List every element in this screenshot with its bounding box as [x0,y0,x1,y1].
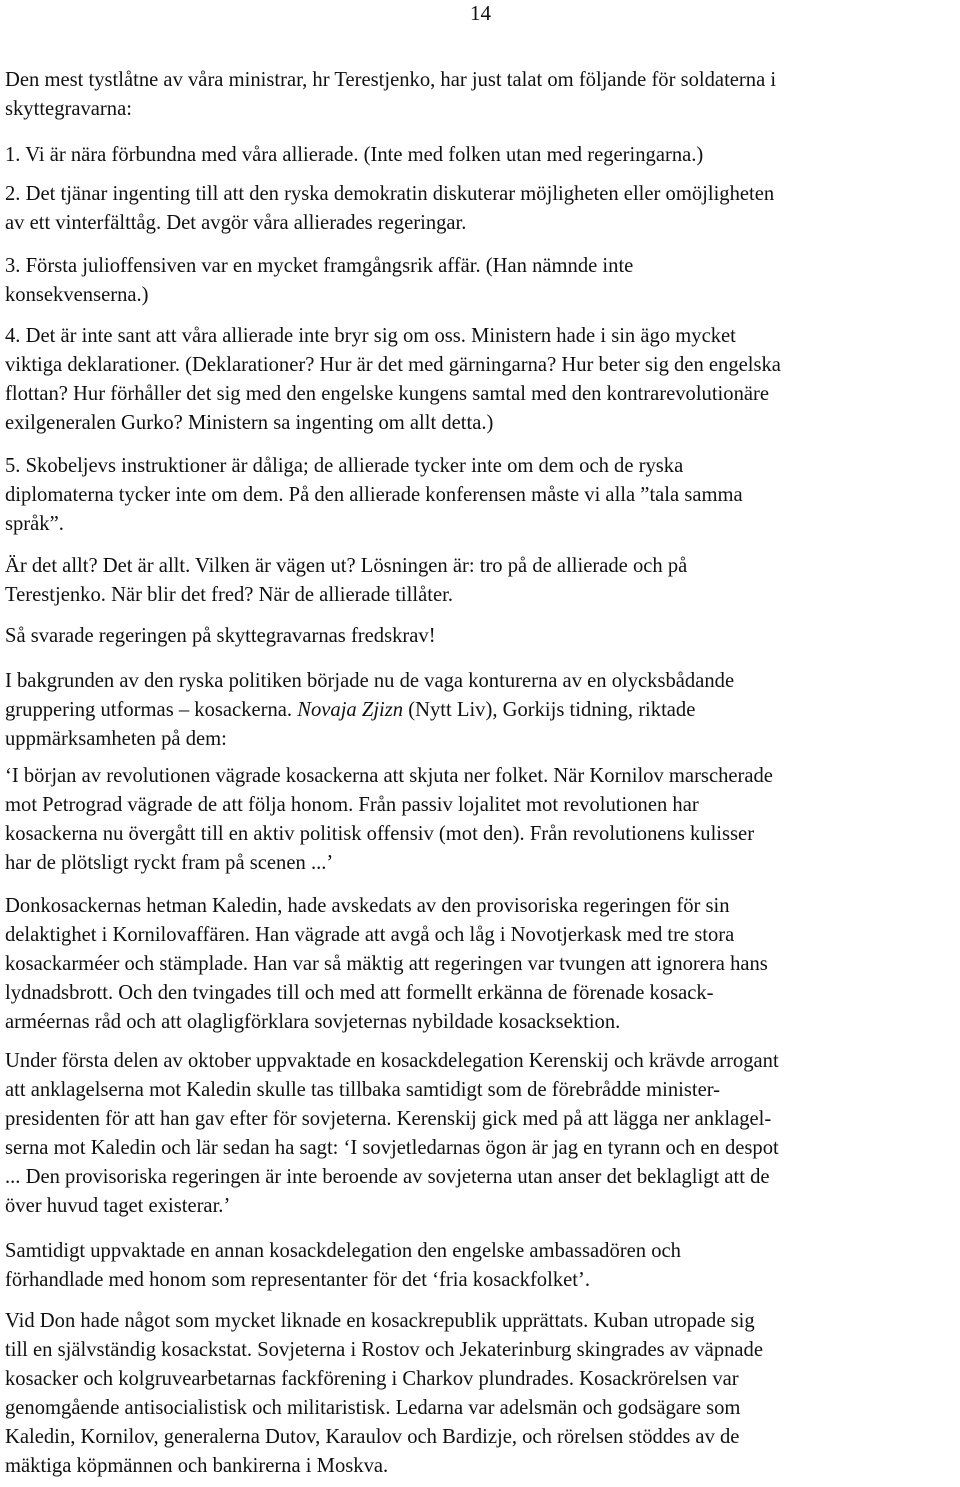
text-line: genomgående antisocialistisk och militaristisk. Ledarna var adelsmän och godsägare som [5,1397,741,1419]
italic-text: Novaja Zjizn [297,699,404,721]
text-line: Är det allt? Det är allt. Vilken är vägen ut? Lösningen är: tro på de allierade och på [5,555,688,577]
text-line: mäktiga köpmännen och bankirerna i Moskva. [5,1455,389,1477]
text-line: exilgeneralen Gurko? Ministern sa ingenting om allt detta.) [5,412,494,434]
paragraph-vid-don [5,1307,957,1481]
text-line: har de plötsligt ryckt fram på scenen ...’ [5,852,334,874]
text-line: Under första delen av oktober uppvaktade en kosackdelegation Kerenskij och krävde arrogant [5,1050,779,1072]
paragraph-under-forsta-delen [5,1047,957,1221]
text-line: ‘I början av revolutionen vägrade kosackerna att skjuta ner folket. När Kornilov marscherade [5,765,773,787]
text-line: till en självständig kosackstat. Sovjeterna i Rostov och Jekaterinburg skingrades av väpnade [5,1339,763,1361]
text-line: presidenten för att han gav efter för sovjeterna. Kerenskij gick med på att lägga ner anklagel- [5,1108,772,1130]
text-line: över huvud taget existerar.’ [5,1195,231,1217]
text-line: 2. Det tjänar ingenting till att den ryska demokratin diskuterar möjligheten eller omöjligheten [5,183,775,205]
text-line: ... Den provisoriska regeringen är inte beroende av sovjeterna utan anser det beklagligt att de [5,1166,770,1188]
text-line: lydnadsbrott. Och den tvingades till och med att formellt erkänna de förenade kosack- [5,982,714,1004]
text-line: 3. Första julioffensiven var en mycket framgångsrik affär. (Han nämnde inte [5,255,634,277]
list-item-4 [5,322,957,438]
text-line: språk”. [5,513,64,535]
list-item-2 [5,180,957,238]
paragraph-samtidigt [5,1237,957,1295]
text-line: att anklagelserna mot Kaledin skulle tas tillbaka samtidigt som de förebrådde minister- [5,1079,721,1101]
text-line: kosackerna nu övergått till en aktiv politisk offensiv (mot den). Från revolutionens kulisser [5,823,755,845]
list-item-1 [5,141,957,170]
text-line: diplomaterna tycker inte om dem. På den allierade konferensen måste vi alla ”tala samma [5,484,743,506]
text-line: uppmärksamheten på dem: [5,728,227,750]
text-line: kosacker och kolgruvearbetarnas fackförening i Charkov plundrades. Kosackrörelsen var [5,1368,739,1390]
text-segment: (Nytt Liv), Gorkijs tidning, riktade [403,699,696,721]
text-line [5,696,957,725]
list-item-5 [5,452,957,539]
text-line: viktiga deklarationer. (Deklarationer? Hur är det med gärningarna? Hur beter sig den engelska [5,354,781,376]
text-line: Så svarade regeringen på skyttegravarnas fredskrav! [5,625,436,647]
text-line: I bakgrunden av den ryska politiken började nu de vaga konturerna av en olycksbådande [5,670,735,692]
text-line: Terestjenko. När blir det fred? När de allierade tillåter. [5,584,453,606]
text-line: Samtidigt uppvaktade en annan kosackdelegation den engelske ambassadören och [5,1240,681,1262]
paragraph-sa-svarade [5,622,957,651]
text-line: serna mot Kaledin och lär sedan ha sagt: ‘I sovjetledarnas ögon är jag en tyrann och en despot [5,1137,779,1159]
text-line: Kaledin, Kornilov, generalerna Dutov, Karaulov och Bardizje, och rörelsen stöddes av de [5,1426,740,1448]
list-item-3 [5,252,957,310]
text-line: 1. Vi är nära förbundna med våra allierade. (Inte med folken utan med regeringarna.) [5,144,704,166]
text-line: konsekvenserna.) [5,284,149,306]
paragraph-intro [5,66,957,124]
text-segment: gruppering utformas – kosackerna. [5,699,298,721]
paragraph-ar-det-allt [5,552,957,610]
paragraph-i-bakgrunden [5,667,957,754]
text-line: skyttegravarna: [5,98,132,120]
text-line: mot Petrograd vägrade de att följa honom. Från passiv lojalitet mot revolutionen har [5,794,699,816]
text-line: Den mest tystlåtne av våra ministrar, hr Terestjenko, har just talat om följande för soldaterna i [5,69,777,91]
paragraph-donkosackernas [5,892,957,1037]
page-number: 14 [470,1,491,25]
quote-i-borjan [5,762,957,878]
text-line: delaktighet i Kornilovaffären. Han vägrade att avgå och låg i Novotjerkask med tre stora [5,924,735,946]
text-line: Donkosackernas hetman Kaledin, hade avskedats av den provisoriska regeringen för sin [5,895,730,917]
text-line: 5. Skobeljevs instruktioner är dåliga; de allierade tycker inte om dem och de ryska [5,455,684,477]
text-line: arméernas råd och att olagligförklara sovjeternas nybildade kosacksektion. [5,1011,621,1033]
text-line: kosackarméer och stämplade. Han var så mäktig att regeringen var tvungen att ignorera hans [5,953,768,975]
text-line: flottan? Hur förhåller det sig med den engelske kungens samtal med den kontrarevolutionäre [5,383,770,405]
text-line: Vid Don hade något som mycket liknade en kosackrepublik upprättats. Kuban utropade sig [5,1310,755,1332]
text-line: förhandlade med honom som representanter för det ‘fria kosackfolket’. [5,1269,590,1291]
text-line: 4. Det är inte sant att våra allierade inte bryr sig om oss. Ministern hade i sin ägo mycket [5,325,736,347]
text-line: av ett vinterfälttåg. Det avgör våra allierades regeringar. [5,212,467,234]
